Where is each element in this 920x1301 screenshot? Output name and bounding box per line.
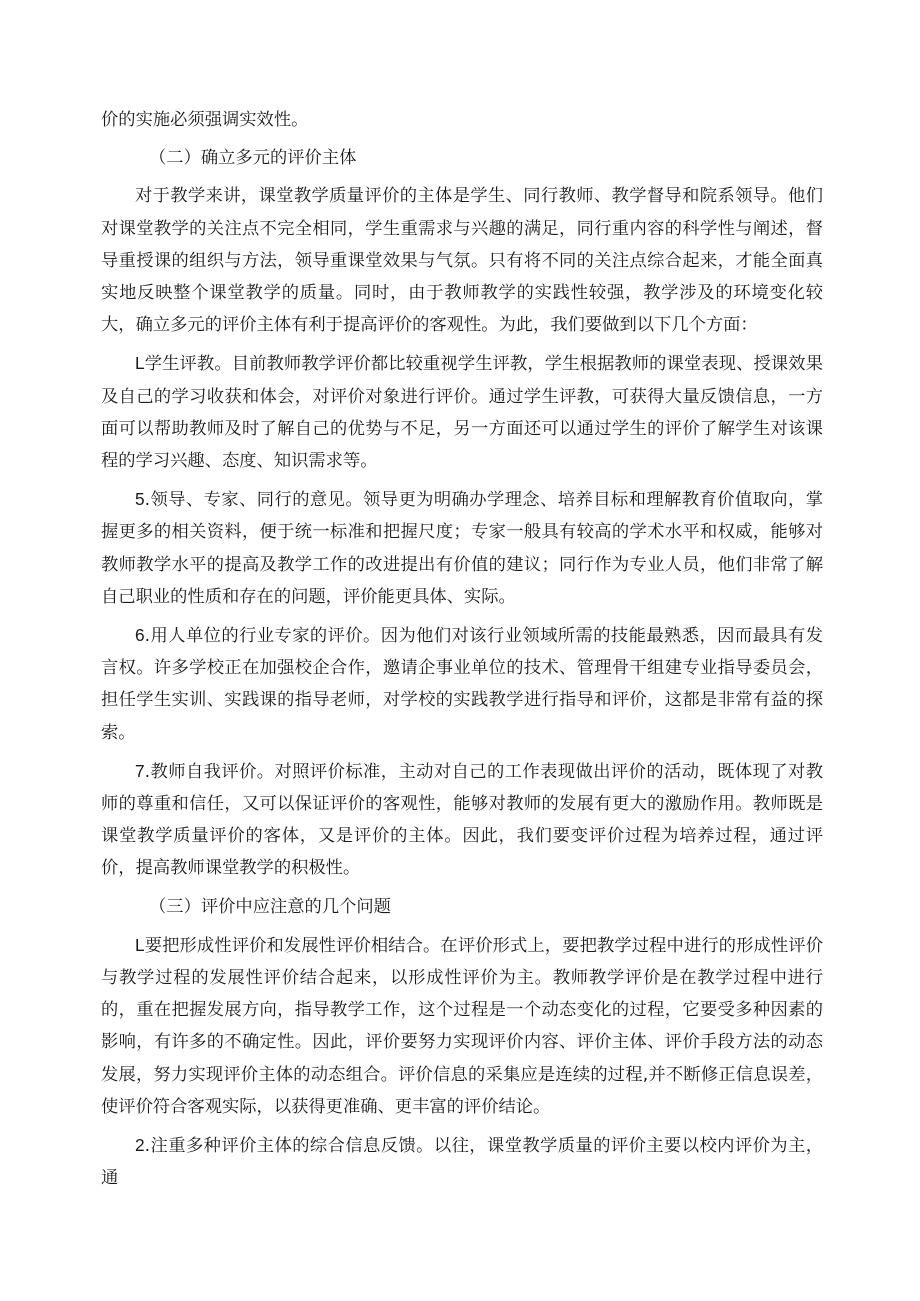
list-item-text: 要把形成性评价和发展性评价相结合。在评价形式上，要把教学过程中进行的形成性评价与教学过程的发展性评价结合起来，以形成性评价为主。教师教学评价是在教学过程中进行的，重在把握发展方向，指导教学工作，这个过程是一个动态变化的过程，它要受多种因素的影响，有许多的不确定性。因此，评价要努力实现评价内容、评价主体、评价手段方法的动态发展，努力实现评价主体的动态组合。评价信息的采集应是连续的过程,并不断修正信息误差，使评价符合客观实际，以获得更准确、更丰富的评价结论。 — [101, 935, 823, 1117]
section-heading-3: （三）评价中应注意的几个问题 — [149, 896, 391, 917]
list-item-number: 2 — [135, 1135, 145, 1156]
list-item-feedback — [101, 1129, 823, 1194]
list-item-number: 7 — [135, 760, 145, 781]
list-item-leader-opinion — [101, 483, 823, 613]
paragraph-intro: 对于教学来讲，课堂教学质量评价的主体是学生、同行教师、教学督导和院系领导。他们对课堂教学的关注点不完全相同，学生重需求与兴趣的满足，同行重内容的科学性与阐述，督导重授课的组织与方法，领导重课堂效果与气氛。只有将不同的关注点综合起来，才能全面真实地反映整个课堂教学的质量。同时，由于教师教学的实践性较强，教学涉及的环境变化较大，确立多元的评价主体有利于提高评价的客观性。为此，我们要做到以下几个方面： — [101, 186, 823, 336]
list-item-text: 学生评教。目前教师教学评价都比较重视学生评教，学生根据教师的课堂表现、授课效果及自己的学习收获和体会，对评价对象进行评价。通过学生评教，可获得大量反馈信息，一方面可以帮助教师及时了解自己的优势与不足，另一方面还可以通过学生的评价了解学生对该课程的学习兴趣、态度、知识需求等。 — [101, 354, 823, 472]
list-item-text: .用人单位的行业专家的评价。因为他们对该行业领域所需的技能最熟悉，因而最具有发言权。许多学校正在加强校企合作，邀请企事业单位的技术、管理骨干组建专业指导委员会，担任学生实训、实践课的指导老师，对学校的实践教学进行指导和评价，这都是非常有益的探索。 — [101, 626, 823, 743]
section-heading-2: （二）确立多元的评价主体 — [149, 148, 357, 169]
list-item-text: .教师自我评价。对照评价标准，主动对自己的工作表现做出评价的活动，既体现了对教师的尊重和信任，又可以保证评价的客观性，能够对教师的发展有更大的激励作用。教师既是课堂教学质量评价的客体，又是评价的主体。因此，我们要变评价过程为培养过程，通过评价，提高教师课堂教学的积极性。 — [101, 761, 823, 879]
list-item-student-evaluation — [101, 347, 823, 477]
list-item-number: L — [135, 353, 145, 374]
document-page — [101, 104, 823, 1201]
list-item-number: 6 — [135, 625, 145, 646]
list-item-text: .领导、专家、同行的意见。领导更为明确办学理念、培养目标和理解教育价值取向，掌握更多的相关资料，便于统一标准和把握尺度；专家一般具有较高的学术水平和权威，能够对教师教学水平的提高及教学工作的改进提出有价值的建议；同行作为专业人员，他们非常了解自己职业的性质和存在的问题，评价能更具体、实际。 — [101, 490, 823, 607]
list-item-text: .注重多种评价主体的综合信息反馈。以往，课堂教学质量的评价主要以校内评价为主，通 — [101, 1136, 823, 1189]
list-item-number: L — [135, 934, 145, 955]
paragraph-continuation: 价的实施必须强调实效性。 — [101, 110, 309, 130]
list-item-formative-evaluation — [101, 929, 823, 1123]
list-item-industry-expert — [101, 619, 823, 749]
list-item-number: 5 — [135, 489, 145, 510]
list-item-self-evaluation — [101, 755, 823, 885]
